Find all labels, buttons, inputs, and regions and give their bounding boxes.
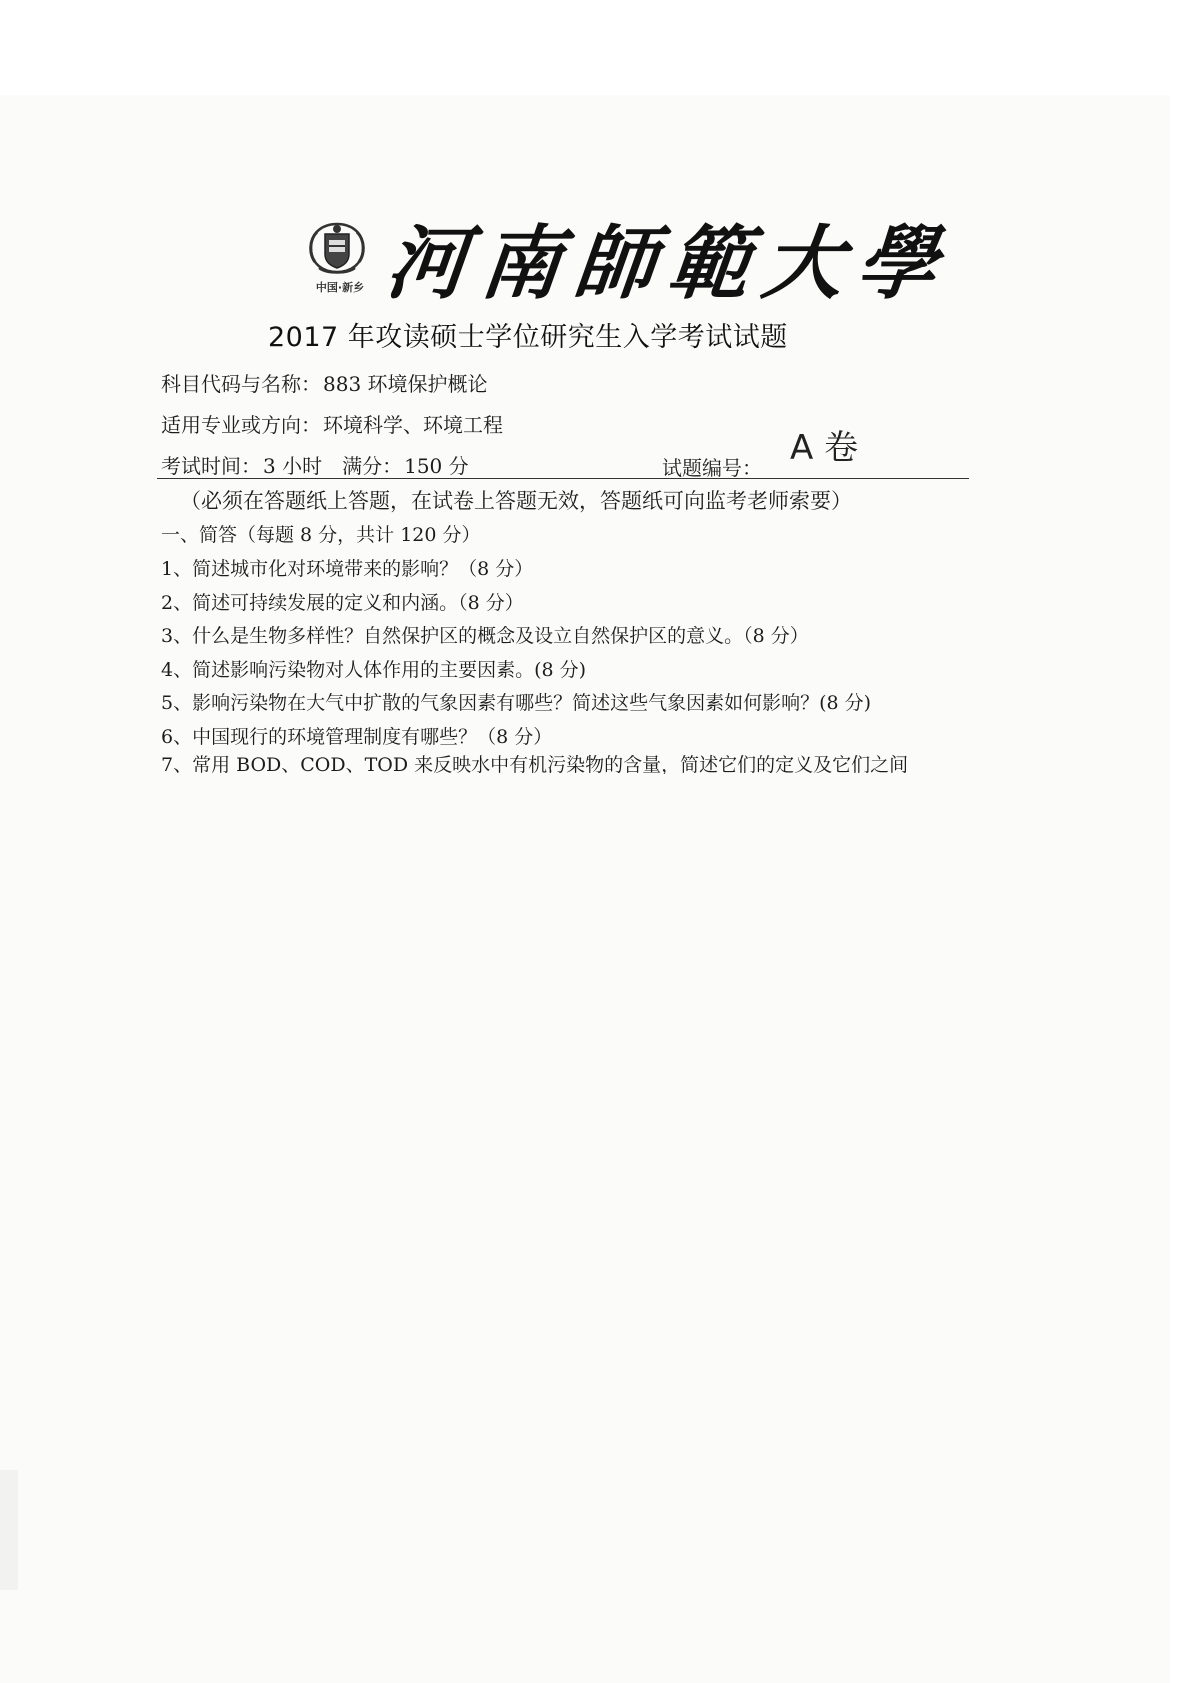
question-item: 1、简述城市化对环境带来的影响？（8 分） — [161, 558, 534, 580]
scan-edge-shadow — [0, 1470, 18, 1590]
university-header — [305, 216, 956, 310]
section-heading: 一、简答（每题 8 分，共计 120 分） — [161, 524, 481, 546]
answer-instructions: （必须在答题纸上答题，在试卷上答题无效，答题纸可向监考老师索要） — [180, 489, 852, 513]
paper-code-label: 试题编号： — [662, 456, 762, 480]
subject-line — [161, 368, 488, 397]
paper-version: A 卷 — [790, 428, 859, 468]
university-name-calligraphy: 河南師範大學 — [382, 216, 956, 310]
emblem-caption: 中国·新乡 — [315, 281, 365, 294]
question-item: 7、常用 BOD、COD、TOD 来反映水中有机污染物的含量，简述它们的定义及它们之间 — [161, 754, 909, 774]
time-value: 3 小时 — [263, 454, 323, 478]
time-label: 考试时间： — [161, 454, 261, 478]
score-label: 满分： — [342, 454, 403, 478]
header-divider — [157, 478, 969, 479]
question-item: 2、简述可持续发展的定义和内涵。（8 分） — [161, 591, 524, 614]
subject-label: 科目代码与名称： — [161, 372, 321, 396]
major-line — [161, 409, 503, 438]
question-item: 6、中国现行的环境管理制度有哪些？（8 分） — [161, 725, 553, 748]
question-list — [161, 553, 871, 754]
major-value: 环境科学、环境工程 — [323, 413, 503, 437]
university-emblem-icon — [305, 218, 369, 296]
exam-title: 2017 年攻读硕士学位研究生入学考试试题 — [268, 322, 788, 353]
time-score-line — [161, 450, 469, 479]
major-label: 适用专业或方向： — [161, 413, 321, 437]
question-item: 4、简述影响污染物对人体作用的主要因素。(8 分) — [161, 658, 587, 681]
question-item: 3、什么是生物多样性？自然保护区的概念及设立自然保护区的意义。（8 分） — [161, 625, 809, 647]
subject-value: 883 环境保护概论 — [323, 372, 488, 396]
cut-off-question-line — [161, 754, 981, 774]
score-value: 150 分 — [404, 454, 469, 478]
question-item: 5、影响污染物在大气中扩散的气象因素有哪些？简述这些气象因素如何影响？(8 分) — [161, 692, 872, 714]
